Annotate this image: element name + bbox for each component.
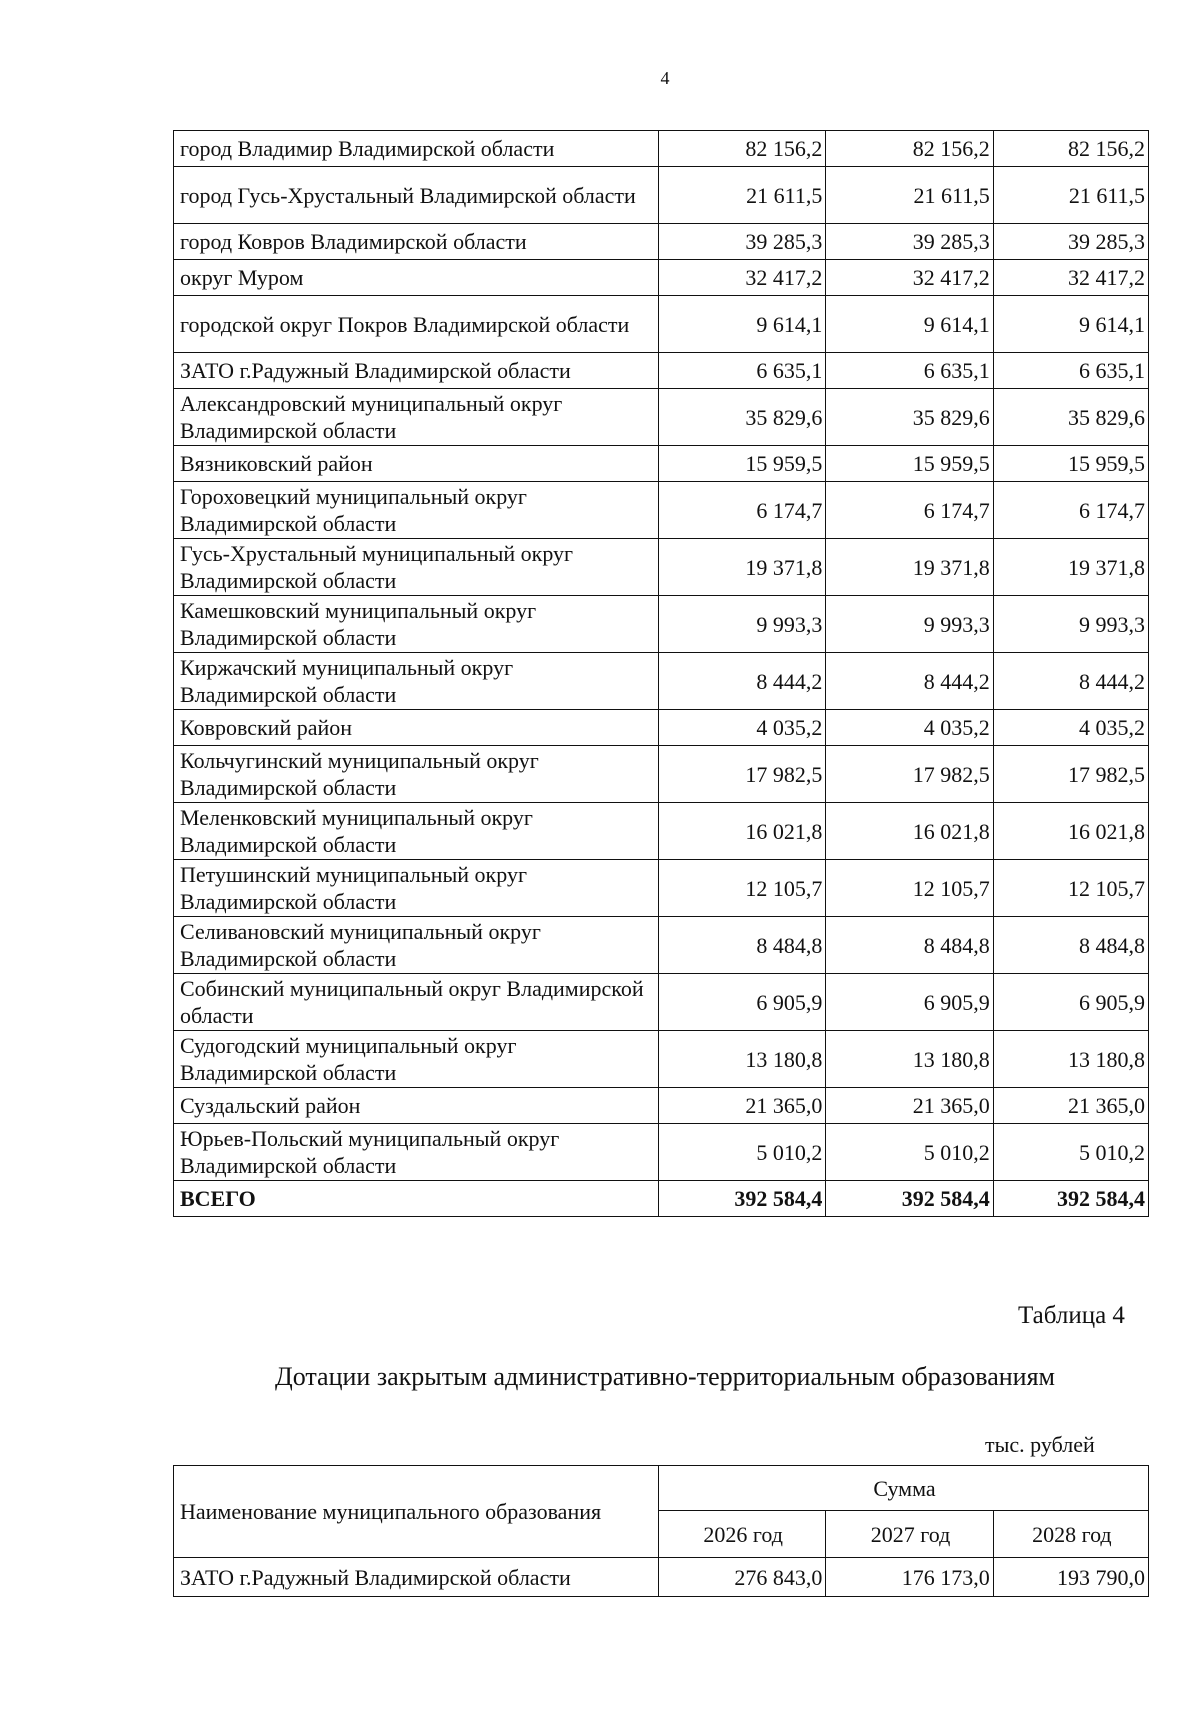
units-label: тыс. рублей [985, 1432, 1095, 1457]
value-2028: 15 959,5 [993, 446, 1148, 482]
table-row [174, 260, 1149, 296]
table-row [174, 917, 1149, 974]
total-row [174, 1181, 1149, 1217]
value-2028: 392 584,4 [993, 1181, 1148, 1217]
value-2026: 6 635,1 [658, 353, 825, 389]
value-2028: 9 614,1 [993, 296, 1148, 353]
value-2026: 6 905,9 [658, 974, 825, 1031]
row-name: город Ковров Владимирской области [174, 224, 659, 260]
value-2026: 82 156,2 [658, 131, 825, 167]
value-2027: 8 484,8 [826, 917, 993, 974]
row-name: ВСЕГО [174, 1181, 659, 1217]
value-2028: 4 035,2 [993, 710, 1148, 746]
value-2028: 8 484,8 [993, 917, 1148, 974]
row-name: город Владимир Владимирской области [174, 131, 659, 167]
value-2028: 6 905,9 [993, 974, 1148, 1031]
table-row [174, 224, 1149, 260]
value-2026: 12 105,7 [658, 860, 825, 917]
table-row [174, 1124, 1149, 1181]
table-label: Таблица 4 [1018, 1302, 1125, 1329]
value-2026: 39 285,3 [658, 224, 825, 260]
value-2026: 32 417,2 [658, 260, 825, 296]
row-name: Судогодский муниципальный округ Владимирской области [174, 1031, 659, 1088]
table-row [174, 446, 1149, 482]
value-2028: 21 611,5 [993, 167, 1148, 224]
table-row [174, 167, 1149, 224]
table-row [174, 539, 1149, 596]
value-2027: 176 173,0 [826, 1558, 993, 1597]
value-2027: 32 417,2 [826, 260, 993, 296]
row-name: Кольчугинский муниципальный округ Владимирской области [174, 746, 659, 803]
row-name: город Гусь-Хрустальный Владимирской области [174, 167, 659, 224]
value-2026: 21 611,5 [658, 167, 825, 224]
value-2028: 32 417,2 [993, 260, 1148, 296]
row-name: городской округ Покров Владимирской области [174, 296, 659, 353]
value-2027: 9 993,3 [826, 596, 993, 653]
value-2027: 4 035,2 [826, 710, 993, 746]
value-2026: 16 021,8 [658, 803, 825, 860]
table-title: Дотации закрытым административно-территориальным образованиям [274, 1362, 1055, 1391]
value-2028: 5 010,2 [993, 1124, 1148, 1181]
header-name: Наименование муниципального образования [174, 1466, 659, 1558]
table-row [174, 653, 1149, 710]
value-2028: 6 174,7 [993, 482, 1148, 539]
value-2027: 39 285,3 [826, 224, 993, 260]
row-name: Суздальский район [174, 1088, 659, 1124]
value-2027: 15 959,5 [826, 446, 993, 482]
header-row [174, 1466, 1149, 1511]
row-name: Юрьев-Польский муниципальный округ Владимирской области [174, 1124, 659, 1181]
value-2026: 5 010,2 [658, 1124, 825, 1181]
value-2028: 82 156,2 [993, 131, 1148, 167]
page-number: 4 [660, 68, 670, 88]
value-2026: 15 959,5 [658, 446, 825, 482]
value-2028: 16 021,8 [993, 803, 1148, 860]
value-2026: 35 829,6 [658, 389, 825, 446]
table-row [174, 389, 1149, 446]
row-name: Меленковский муниципальный округ Владимирской области [174, 803, 659, 860]
table-row [174, 1031, 1149, 1088]
table-row [174, 974, 1149, 1031]
table-row [174, 131, 1149, 167]
table-row [174, 803, 1149, 860]
value-2027: 21 365,0 [826, 1088, 993, 1124]
row-name: Гороховецкий муниципальный округ Владимирской области [174, 482, 659, 539]
table-row [174, 296, 1149, 353]
header-year-2028: 2028 год [993, 1511, 1148, 1558]
value-2027: 16 021,8 [826, 803, 993, 860]
header-sum: Сумма [658, 1466, 1148, 1511]
table-row [174, 596, 1149, 653]
value-2028: 193 790,0 [993, 1558, 1148, 1597]
row-name: ЗАТО г.Радужный Владимирской области [174, 353, 659, 389]
value-2026: 8 484,8 [658, 917, 825, 974]
table-row [174, 746, 1149, 803]
value-2027: 5 010,2 [826, 1124, 993, 1181]
row-name: Вязниковский район [174, 446, 659, 482]
value-2027: 6 635,1 [826, 353, 993, 389]
row-name: Гусь-Хрустальный муниципальный округ Владимирской области [174, 539, 659, 596]
value-2027: 12 105,7 [826, 860, 993, 917]
value-2028: 21 365,0 [993, 1088, 1148, 1124]
value-2028: 19 371,8 [993, 539, 1148, 596]
value-2027: 9 614,1 [826, 296, 993, 353]
value-2026: 6 174,7 [658, 482, 825, 539]
table-row [174, 710, 1149, 746]
row-name: Селивановский муниципальный округ Владимирской области [174, 917, 659, 974]
row-name: ЗАТО г.Радужный Владимирской области [174, 1558, 659, 1597]
value-2026: 19 371,8 [658, 539, 825, 596]
value-2027: 6 905,9 [826, 974, 993, 1031]
value-2028: 6 635,1 [993, 353, 1148, 389]
value-2027: 8 444,2 [826, 653, 993, 710]
value-2028: 39 285,3 [993, 224, 1148, 260]
header-year-2026: 2026 год [658, 1511, 825, 1558]
subsidies-table [173, 130, 1149, 1217]
table-row [174, 860, 1149, 917]
row-name: Камешковский муниципальный округ Владимирской области [174, 596, 659, 653]
value-2027: 13 180,8 [826, 1031, 993, 1088]
value-2026: 4 035,2 [658, 710, 825, 746]
value-2027: 21 611,5 [826, 167, 993, 224]
table-row [174, 353, 1149, 389]
value-2026: 21 365,0 [658, 1088, 825, 1124]
value-2027: 82 156,2 [826, 131, 993, 167]
value-2026: 17 982,5 [658, 746, 825, 803]
value-2027: 6 174,7 [826, 482, 993, 539]
value-2027: 392 584,4 [826, 1181, 993, 1217]
table-row [174, 1088, 1149, 1124]
value-2028: 9 993,3 [993, 596, 1148, 653]
table-row [174, 1558, 1149, 1597]
table-row [174, 482, 1149, 539]
row-name: Ковровский район [174, 710, 659, 746]
zato-subsidies-table [173, 1465, 1149, 1597]
value-2028: 8 444,2 [993, 653, 1148, 710]
value-2028: 13 180,8 [993, 1031, 1148, 1088]
row-name: Собинский муниципальный округ Владимирской области [174, 974, 659, 1031]
value-2027: 17 982,5 [826, 746, 993, 803]
row-name: Александровский муниципальный округ Владимирской области [174, 389, 659, 446]
row-name: округ Муром [174, 260, 659, 296]
value-2026: 13 180,8 [658, 1031, 825, 1088]
value-2028: 17 982,5 [993, 746, 1148, 803]
value-2028: 12 105,7 [993, 860, 1148, 917]
row-name: Петушинский муниципальный округ Владимирской области [174, 860, 659, 917]
value-2028: 35 829,6 [993, 389, 1148, 446]
value-2027: 35 829,6 [826, 389, 993, 446]
header-year-2027: 2027 год [826, 1511, 993, 1558]
value-2026: 8 444,2 [658, 653, 825, 710]
value-2026: 276 843,0 [658, 1558, 825, 1597]
value-2027: 19 371,8 [826, 539, 993, 596]
value-2026: 9 614,1 [658, 296, 825, 353]
value-2026: 392 584,4 [658, 1181, 825, 1217]
value-2026: 9 993,3 [658, 596, 825, 653]
row-name: Киржачский муниципальный округ Владимирской области [174, 653, 659, 710]
